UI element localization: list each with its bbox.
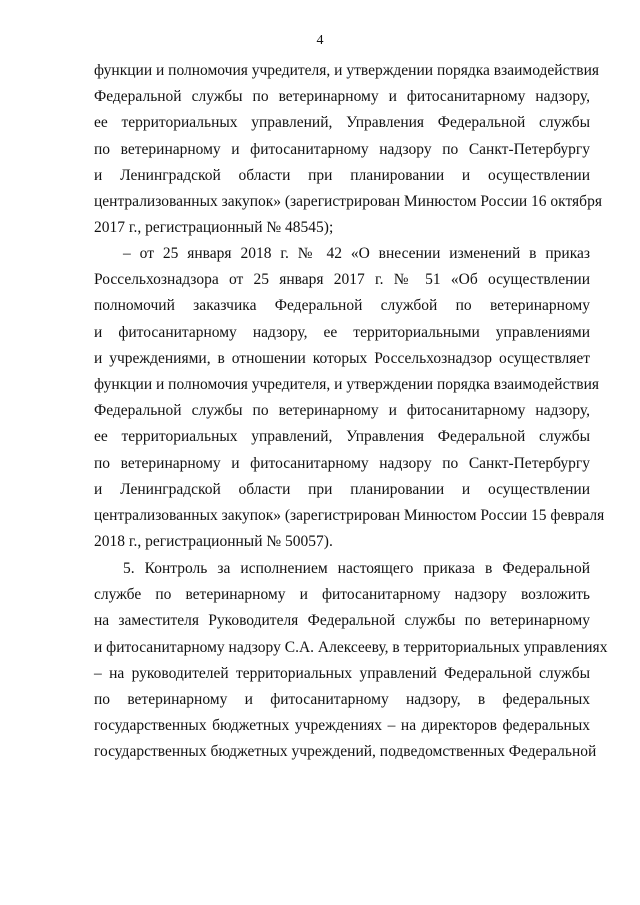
text-line: функции и полномочия учредителя, и утверждении порядка взаимодействия <box>94 375 599 393</box>
text-line: на заместителя Руководителя Федеральной службы по ветеринарному <box>94 612 590 630</box>
text-line: 2017 г., регистрационный № 48545); <box>94 219 334 237</box>
text-line: ее территориальных управлений, Управления Федеральной службы <box>94 428 590 446</box>
text-line: и Ленинградской области при планировании и осуществлении <box>94 166 590 184</box>
text-line: и фитосанитарному надзору С.А. Алексееву, в территориальных управлениях <box>94 638 608 656</box>
text-line: по ветеринарному и фитосанитарному надзору, в федеральных <box>94 690 590 708</box>
paragraph-dash-item <box>94 241 605 555</box>
text-line: 5. Контроль за исполнением настоящего приказа в Федеральной <box>123 560 590 577</box>
text-line: и учреждениями, в отношении которых Россельхознадзор осуществляет <box>94 349 590 367</box>
paragraph-continuation <box>94 58 602 241</box>
text-line: Федеральной службы по ветеринарному и фитосанитарному надзору, <box>94 88 590 106</box>
text-line: – на руководителей территориальных управлений Федеральной службы <box>94 664 590 682</box>
text-line: и Ленинградской области при планировании и осуществлении <box>94 480 590 498</box>
text-line: по ветеринарному и фитосанитарному надзору по Санкт-Петербургу <box>94 140 590 158</box>
text-line: централизованных закупок» (зарегистрирован Минюстом России 16 октября <box>94 192 602 210</box>
paragraph-item-5 <box>94 556 608 766</box>
text-line: государственных бюджетных учреждений, подведомственных Федеральной <box>94 743 597 761</box>
text-line: государственных бюджетных учреждениях – на директоров федеральных <box>94 717 590 735</box>
text-line: Россельхознадзора от 25 января 2017 г. № 51 «Об осуществлении <box>94 271 590 289</box>
text-line: функции и полномочия учредителя, и утверждении порядка взаимодействия <box>94 62 599 79</box>
text-line: ее территориальных управлений, Управления Федеральной службы <box>94 114 590 132</box>
text-line: и фитосанитарному надзору, ее территориальными управлениями <box>94 323 590 341</box>
text-line: полномочий заказчика Федеральной службой по ветеринарному <box>94 297 590 315</box>
text-line: централизованных закупок» (зарегистрирован Минюстом России 15 февраля <box>94 506 605 524</box>
text-line: Федеральной службы по ветеринарному и фитосанитарному надзору, <box>94 402 590 420</box>
text-line: 2018 г., регистрационный № 50057). <box>94 533 333 551</box>
text-line: по ветеринарному и фитосанитарному надзору по Санкт-Петербургу <box>94 454 590 472</box>
text-line: – от 25 января 2018 г. № 42 «О внесении изменений в приказ <box>123 245 590 262</box>
page-number: 4 <box>316 33 324 48</box>
text-line: службе по ветеринарному и фитосанитарному надзору возложить <box>94 586 590 604</box>
